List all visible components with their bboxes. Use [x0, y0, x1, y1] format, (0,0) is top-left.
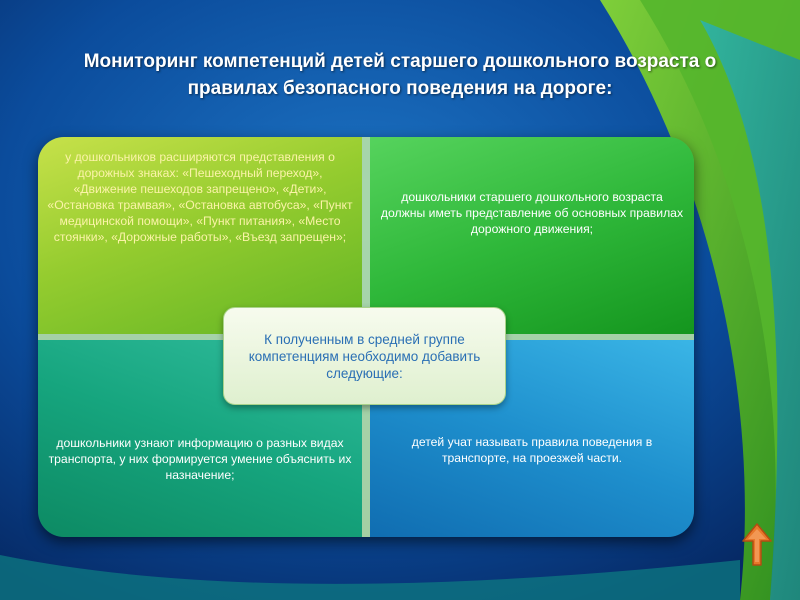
quadrant-transport-types-text: дошкольники узнают информацию о разных видах транспорта, у них формируется умение объяснить их назначение; [48, 435, 352, 482]
up-arrow-icon[interactable] [741, 521, 773, 567]
quadrant-road-signs-text: у дошкольников расширяются представления о дорожных знаках: «Пешеходный переход», «Движение пешеходов запрещено», «Дети», «Остановка трамвая», «Остановка автобуса», «Пункт медицинской помощи», «Пункт питания», «Место стоянки», «Дорожные работы», «Въезд запрещен»; [47, 150, 353, 244]
quadrant-behavior-rules-text: детей учат называть правила поведения в транспорте, на проезжей части. [411, 434, 653, 465]
quadrant-road-signs [38, 137, 362, 334]
quadrant-traffic-rules [370, 137, 694, 334]
center-summary-box: К полученным в средней группе компетенциям необходимо добавить следующие: [223, 307, 506, 405]
quadrant-traffic-rules-text: дошкольники старшего дошкольного возраста должны иметь представление об основных правилах дорожного движения; [380, 190, 684, 236]
slide-title: Мониторинг компетенций детей старшего дошкольного возраста о правилах безопасного поведения на дороге: [83, 51, 717, 99]
